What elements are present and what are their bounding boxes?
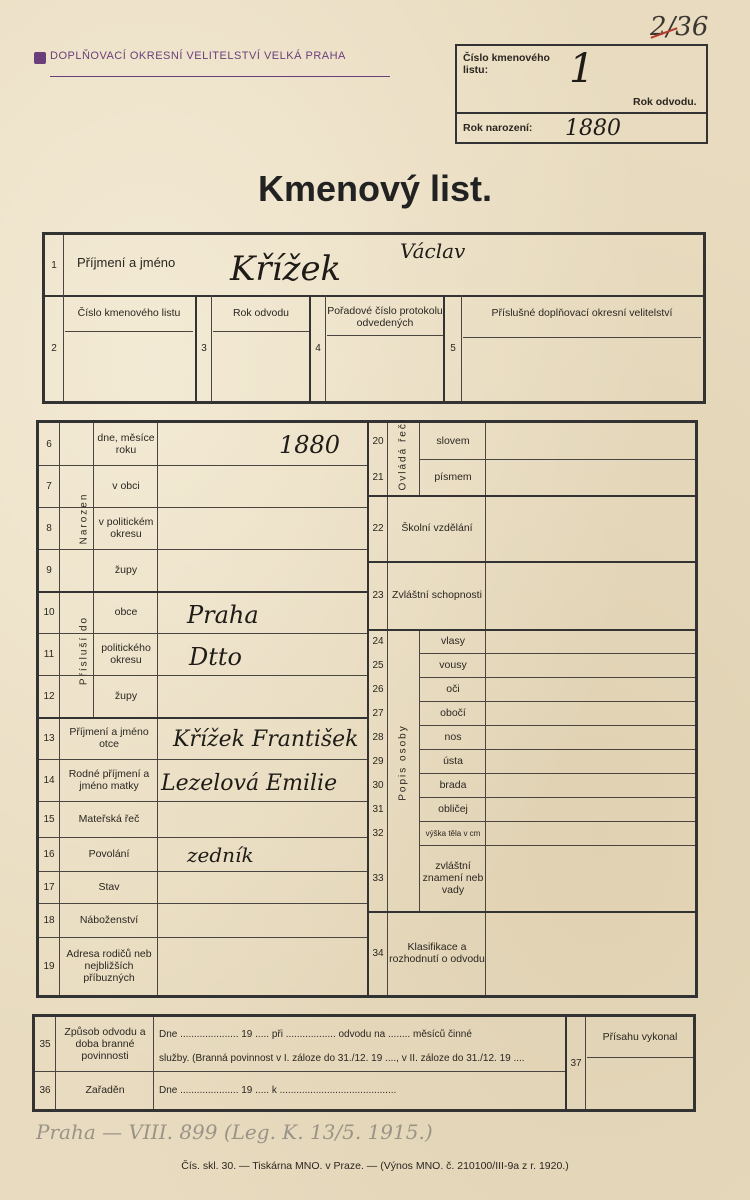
popis-label: Popis osoby xyxy=(397,724,409,801)
row23-label: Zvláštní schopnosti xyxy=(392,589,482,601)
row25-label: vousy xyxy=(439,659,467,671)
footer-text: Čís. skl. 30. — Tiskárna MNO. v Praze. — (Výnos MNO. č. 210100/III-9a z r. 1920.) xyxy=(181,1160,569,1172)
row13-value: Křížek František xyxy=(173,727,359,752)
ovlada-label: Ovládá řeči xyxy=(397,417,409,491)
row11-label: politického okresu xyxy=(101,642,151,666)
row11-value: Dtto xyxy=(189,643,242,671)
stamp-text: DOPLŇOVACÍ OKRESNÍ VELITELSTVÍ VELKÁ PRAHA xyxy=(50,50,346,62)
row10-number: 10 xyxy=(43,606,55,618)
s1-sub2 xyxy=(213,331,309,332)
pencil-note: Praha — VIII. 899 (Leg. K. 13/5. 1915.) xyxy=(36,1120,433,1144)
row5-number: 5 xyxy=(450,342,456,354)
row32-number: 32 xyxy=(372,827,384,839)
row20-number: 20 xyxy=(372,435,384,447)
b-v2 xyxy=(153,1017,154,1109)
row2-number: 2 xyxy=(51,342,57,354)
row22-number: 22 xyxy=(372,522,384,534)
row26-label: oči xyxy=(446,683,460,695)
stamp-star-icon xyxy=(34,52,46,64)
line2-text: služby. (Branná povinnost v I. záloze do 31./12. 19 ...., v II. záloze do 31./12. 19 .... xyxy=(159,1053,525,1064)
main-v-group xyxy=(93,423,94,717)
row32-label: výška těla v cm xyxy=(425,828,481,838)
row31-number: 31 xyxy=(372,803,384,815)
row12-label: župy xyxy=(114,690,138,702)
row25-number: 25 xyxy=(372,659,384,671)
rok-narozeni-label: Rok narození: xyxy=(463,122,533,134)
row26-number: 26 xyxy=(372,683,384,695)
row6-value: 1880 xyxy=(279,431,341,459)
row27-number: 27 xyxy=(372,707,384,719)
s1-v3 xyxy=(211,295,212,401)
row36-label: Zařaděn xyxy=(85,1084,125,1096)
prislusi-label: Přísluší do xyxy=(78,615,90,686)
lh2 xyxy=(39,507,367,508)
b-h2 xyxy=(587,1057,693,1058)
col-cislo: Číslo kmenového listu xyxy=(77,307,181,319)
section-personal xyxy=(42,232,706,404)
row13-label: Příjmení a jméno otce xyxy=(69,726,149,750)
row6-number: 6 xyxy=(46,438,52,450)
row33-label: zvláštní znamení neb vady xyxy=(422,860,484,896)
row9-label: župy xyxy=(114,564,138,576)
row22-label: Školní vzdělání xyxy=(401,522,473,534)
row17-number: 17 xyxy=(43,881,55,893)
row19-label: Adresa rodičů neb nejbližších příbuzných xyxy=(66,948,152,984)
corner-number: 2/36 xyxy=(650,12,709,42)
header-box xyxy=(455,44,708,144)
lh4 xyxy=(39,591,367,593)
row34-number: 34 xyxy=(372,947,384,959)
row20-label: slovem xyxy=(436,435,470,447)
row37-number: 37 xyxy=(570,1057,582,1069)
row3-number: 3 xyxy=(201,342,207,354)
row9-number: 9 xyxy=(46,564,52,576)
row24-label: vlasy xyxy=(441,635,465,647)
col-poradove: Pořadové číslo protokolu odvedených xyxy=(327,305,443,329)
cislo-value: 1 xyxy=(569,46,595,92)
line3-text: Dne ..................... 19 ..... k .......................................... xyxy=(159,1085,397,1096)
section-bottom xyxy=(32,1014,696,1112)
row33-number: 33 xyxy=(372,872,384,884)
s1-sub4 xyxy=(463,337,701,338)
row27-label: obočí xyxy=(440,707,466,719)
row37-label: Přísahu vykonal xyxy=(602,1031,678,1043)
row7-label: v obci xyxy=(112,480,140,492)
main-v-rnum xyxy=(387,423,388,995)
row34-label: Klasifikace a rozhodnutí o odvodu xyxy=(389,941,485,965)
rok-odvodu-label: Rok odvodu. xyxy=(633,96,697,108)
row21-label: písmem xyxy=(434,471,472,483)
row30-label: brada xyxy=(439,779,467,791)
s1-hline xyxy=(45,295,703,297)
row14-value: Lezelová Emilie xyxy=(161,771,338,796)
b-v1 xyxy=(55,1017,56,1109)
row15-label: Mateřská řeč xyxy=(78,813,140,825)
row36-number: 36 xyxy=(39,1084,51,1096)
office-stamp xyxy=(34,50,364,80)
lh6 xyxy=(39,675,367,676)
row10-label: obce xyxy=(114,606,138,618)
s1-sub1 xyxy=(65,331,193,332)
row23-number: 23 xyxy=(372,589,384,601)
row15-number: 15 xyxy=(43,813,55,825)
row16-value: zedník xyxy=(187,843,254,867)
s1-sub3 xyxy=(327,335,443,336)
surname-value: Křížek xyxy=(230,249,342,289)
row19-number: 19 xyxy=(43,960,55,972)
s1-v5 xyxy=(325,295,326,401)
page-title: Kmenový list. xyxy=(257,168,493,209)
main-v-num xyxy=(59,423,60,995)
rok-narozeni-value: 1880 xyxy=(565,116,621,141)
row11-number: 11 xyxy=(43,648,55,660)
row10-value: Praha xyxy=(187,601,259,629)
lh3 xyxy=(39,549,367,550)
stamp-underline xyxy=(50,76,390,77)
main-v-label xyxy=(157,423,158,717)
col-rok: Rok odvodu xyxy=(232,307,290,319)
section-main xyxy=(36,417,698,998)
s1-v7 xyxy=(461,295,462,401)
row24-number: 24 xyxy=(372,635,384,647)
header-divider xyxy=(457,112,706,114)
row13-number: 13 xyxy=(43,732,55,744)
row14-label: Rodné příjmení a jméno matky xyxy=(68,768,150,792)
line1-text: Dne ..................... 19 ..... při .................. odvodu na ........ měsíců činné xyxy=(159,1029,472,1040)
row30-number: 30 xyxy=(372,779,384,791)
row7-number: 7 xyxy=(46,480,52,492)
row16-label: Povolání xyxy=(88,848,130,860)
row14-number: 14 xyxy=(43,774,55,786)
cislo-label: Číslo kmenového listu: xyxy=(463,52,550,76)
row8-number: 8 xyxy=(46,522,52,534)
narozen-label: Narozen xyxy=(78,492,90,545)
b-v4 xyxy=(585,1017,586,1109)
row1-number: 1 xyxy=(51,259,57,271)
row29-label: ústa xyxy=(443,755,463,767)
row1-label: Příjmení a jméno xyxy=(77,255,176,270)
row8-label: v politickém okresu xyxy=(98,516,154,540)
row29-number: 29 xyxy=(372,755,384,767)
row21-number: 21 xyxy=(372,471,384,483)
row18-label: Náboženství xyxy=(79,914,139,926)
row28-number: 28 xyxy=(372,731,384,743)
row17-label: Stav xyxy=(98,881,120,893)
col-velitelstvi: Příslušné doplňovací okresní velitelství xyxy=(491,307,673,319)
row12-number: 12 xyxy=(43,690,55,702)
row28-label: nos xyxy=(444,731,462,743)
rh4 xyxy=(367,629,695,631)
row35-number: 35 xyxy=(39,1038,51,1050)
s1-v1 xyxy=(63,295,64,401)
first-name-value: Václav xyxy=(400,239,466,263)
row35-label: Způsob odvodu a doba branné povinnosti xyxy=(64,1026,146,1062)
row18-number: 18 xyxy=(43,914,55,926)
lh1 xyxy=(39,465,367,466)
row16-number: 16 xyxy=(43,848,55,860)
row4-number: 4 xyxy=(315,342,321,354)
lh5 xyxy=(39,633,367,634)
row6-label: dne, měsíce roku xyxy=(97,432,155,456)
main-v-rlabel xyxy=(485,495,486,995)
row31-label: obličej xyxy=(438,803,468,815)
s1-vline-num xyxy=(63,235,64,295)
main-v-popis xyxy=(419,629,420,911)
